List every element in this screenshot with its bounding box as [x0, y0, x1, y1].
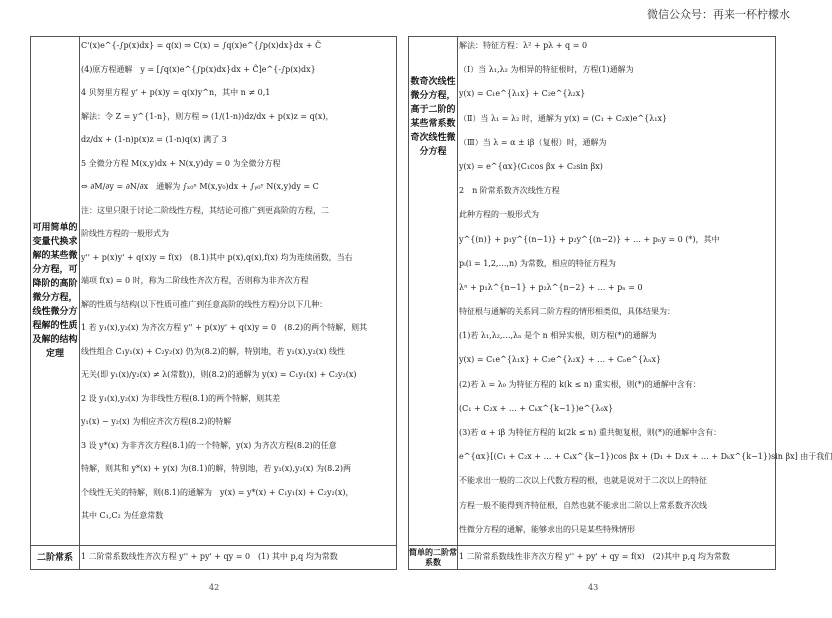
- content-line: y(x) = C₁e^{λ₁x} + C₂e^{λ₂x}: [459, 89, 586, 99]
- right-bottom-line: 1 二阶常系数线性非齐次方程 y'' + py' + qy = f(x) (2)其中 p,q 均为常数: [459, 552, 730, 561]
- content-line: 解的性质与结构(以下性质可推广到任意高阶的线性方程)分以下几种：: [81, 299, 328, 309]
- content-line: 不能求出一般的二次以上代数方程的根，也就是说对于二次以上的特征: [459, 476, 707, 486]
- content-line: 线性组合 C₁y₁(x) + C₂y₂(x) 仍为(8.2)的解，特别地，若 y₁(x),y₂(x) 线性: [81, 346, 346, 356]
- right-page-number: 43: [588, 583, 599, 592]
- content-line: （Ⅰ）当 λ₁,λ₂ 为相异的特征根时，方程(1)通解为: [459, 65, 634, 75]
- content-line: 端项 f(x) = 0 时，称为二阶线性齐次方程，否则称为非齐次方程: [81, 276, 309, 285]
- page-header-wechat: 微信公众号：再来一杯柠檬水: [647, 8, 790, 21]
- content-line: pᵢ(i = 1,2,…,n) 为常数，相应的特征方程为: [459, 258, 616, 268]
- content-line: 解法：令 Z = y^{1-n}，则方程 ⇒ (1/(1-n))dz/dx + p(x)z = q(x)，: [81, 111, 334, 121]
- content-line: (C₁ + C₂x + … + Cₖx^{k−1})e^{λ₀x}: [459, 403, 614, 413]
- content-line: y(x) = e^{αx}(C₁cos βx + C₂sin βx): [459, 161, 603, 171]
- content-line: (2)若 λ = λ₀ 为特征方程的 k(k ≤ n) 重实根，则(*)的通解中含有：: [459, 379, 701, 389]
- content-line: (3)若 α + iβ 为特征方程的 k(2k ≤ n) 重共轭复根，则(*)的通解中含有：: [459, 428, 722, 437]
- content-line: 2 设 y₁(x),y₂(x) 为非线性方程(8.1)的两个特解，则其差: [81, 393, 281, 403]
- content-line: 特征根与通解的关系同二阶方程的情形相类似，具体结果为：: [459, 307, 675, 317]
- left-bottom-label: 二阶常系: [31, 546, 80, 569]
- content-line: y₁(x) − y₂(x) 为相应齐次方程(8.2)的特解: [81, 417, 232, 426]
- content-line: ⇔ ∂M/∂y = ∂N/∂x 通解为 ∫ₓ₀ˣ M(x,y₀)dx + ∫ᵧ₀ʸ N(x,y)dy = C: [81, 182, 319, 191]
- right-row-label-top: 数奇次线性微分方程，高于二阶的某些常系数奇次线性微分方程: [409, 37, 458, 197]
- content-line: （Ⅱ）当 λ₁ = λ₂ 时，通解为 y(x) = (C₁ + C₂x)e^{λ₁x}: [459, 113, 668, 123]
- content-line: 方程一般不能得到齐特征根，自然也就不能求出二阶以上常系数齐次线: [459, 500, 707, 510]
- content-line: e^{αx}[(C₁ + C₂x + … + Cₖx^{k−1})cos βx + (D₁ + D₂x + … + Dₖx^{k−1})sin βx] 由于我们: [459, 452, 832, 462]
- content-line: 4 贝努里方程 y' + p(x)y = q(x)y^n，其中 n ≠ 0,1: [81, 88, 271, 97]
- content-line: 特解，则其和 y*(x) + y(x) 为(8.1)的解，特别地，若 y₁(x),y₂(x) 为(8.2)两: [81, 464, 351, 473]
- content-line: 其中 C₁,C₂ 为任意常数: [81, 511, 164, 520]
- content-line: 阶线性方程的一般形式为: [81, 229, 169, 238]
- content-line: 性微分方程的通解，能够求出的只是某些特殊情形: [459, 524, 635, 534]
- left-bottom-content: [81, 552, 393, 566]
- right-row-label-blank: [409, 197, 458, 545]
- content-line: dz/dx + (1-n)p(x)z = (1-n)q(x) 满了 3: [81, 135, 227, 144]
- content-line: λⁿ + p₁λ^{n−1} + p₂λ^{n−2} + … + pₙ = 0: [459, 282, 643, 292]
- right-page-table: [408, 36, 832, 570]
- content-line: y'' + p(x)y' + q(x)y = f(x) (8.1)其中 p(x),q(x),f(x) 均为连续函数，当右: [81, 252, 353, 262]
- left-row-divider: [31, 545, 396, 546]
- right-bottom-content: [459, 552, 772, 566]
- right-row-divider: [409, 545, 775, 546]
- left-page-number: 42: [209, 583, 220, 592]
- left-row-label: 可用简单的变量代换求解的某些微分方程，可降阶的高阶微分方程，线性微分方程解的性质及解的结构定理: [31, 37, 80, 545]
- right-bottom-label: 简单的二阶常系数: [409, 546, 458, 569]
- content-line: y(x) = C₁e^{λ₁x} + C₂e^{λ₂x} + … + Cₙe^{λₙx}: [459, 355, 662, 365]
- content-line: (1)若 λ₁,λ₂,…,λₙ 是个 n 相异实根，则方程(*)的通解为: [459, 331, 657, 341]
- content-line: 此种方程的一般形式为: [459, 210, 539, 220]
- content-line: 个线性无关的特解，则(8.1)的通解为 y(x) = y*(x) + C₁y₁(x) + C₂y₂(x)，: [81, 487, 354, 497]
- content-line: C'(x)e^{-∫p(x)dx} = q(x) ⇒ C(x) = ∫q(x)e^{∫p(x)dx}dx + C̃: [81, 41, 322, 50]
- content-line: 解法：特征方程：λ² + pλ + q = 0: [459, 41, 588, 50]
- content-line: y^{(n)} + p₁y^{(n−1)} + p₂y^{(n−2)} + … + pₙy = 0 (*)，其中: [459, 234, 720, 244]
- left-bottom-line: 1 二阶常系数线性齐次方程 y'' + py' + qy = 0 (1) 其中 p,q 均为常数: [81, 552, 338, 561]
- content-line: 3 设 y*(x) 为非齐次方程(8.1)的一个特解，y(x) 为齐次方程(8.2)的任意: [81, 440, 337, 450]
- content-line: 2 n 阶常系数齐次线性方程: [459, 186, 560, 196]
- content-line: 无关(即 y₁(x)/y₂(x) ≠ λ(常数))，则(8.2)的通解为 y(x) = C₁y₁(x) + C₂y₂(x): [81, 370, 357, 379]
- content-line: （Ⅲ）当 λ = α ± iβ（复根）时，通解为: [459, 137, 607, 147]
- content-line: (4)原方程通解 y = [∫q(x)e^{∫p(x)dx}dx + C̃]e^{-∫p(x)dx}: [81, 64, 316, 74]
- left-content-cell: [81, 41, 393, 545]
- content-line: 5 全微分方程 M(x,y)dx + N(x,y)dy = 0 为全微分方程: [81, 158, 281, 168]
- right-content-cell: [459, 41, 832, 545]
- content-line: 1 若 y₁(x),y₂(x) 为齐次方程 y'' + p(x)y' + q(x)y = 0 (8.2)的两个特解，则其: [81, 323, 368, 332]
- content-line: 注：这里只限于讨论二阶线性方程，其结论可推广到更高阶的方程，二: [81, 205, 329, 215]
- left-page-table: [30, 36, 397, 570]
